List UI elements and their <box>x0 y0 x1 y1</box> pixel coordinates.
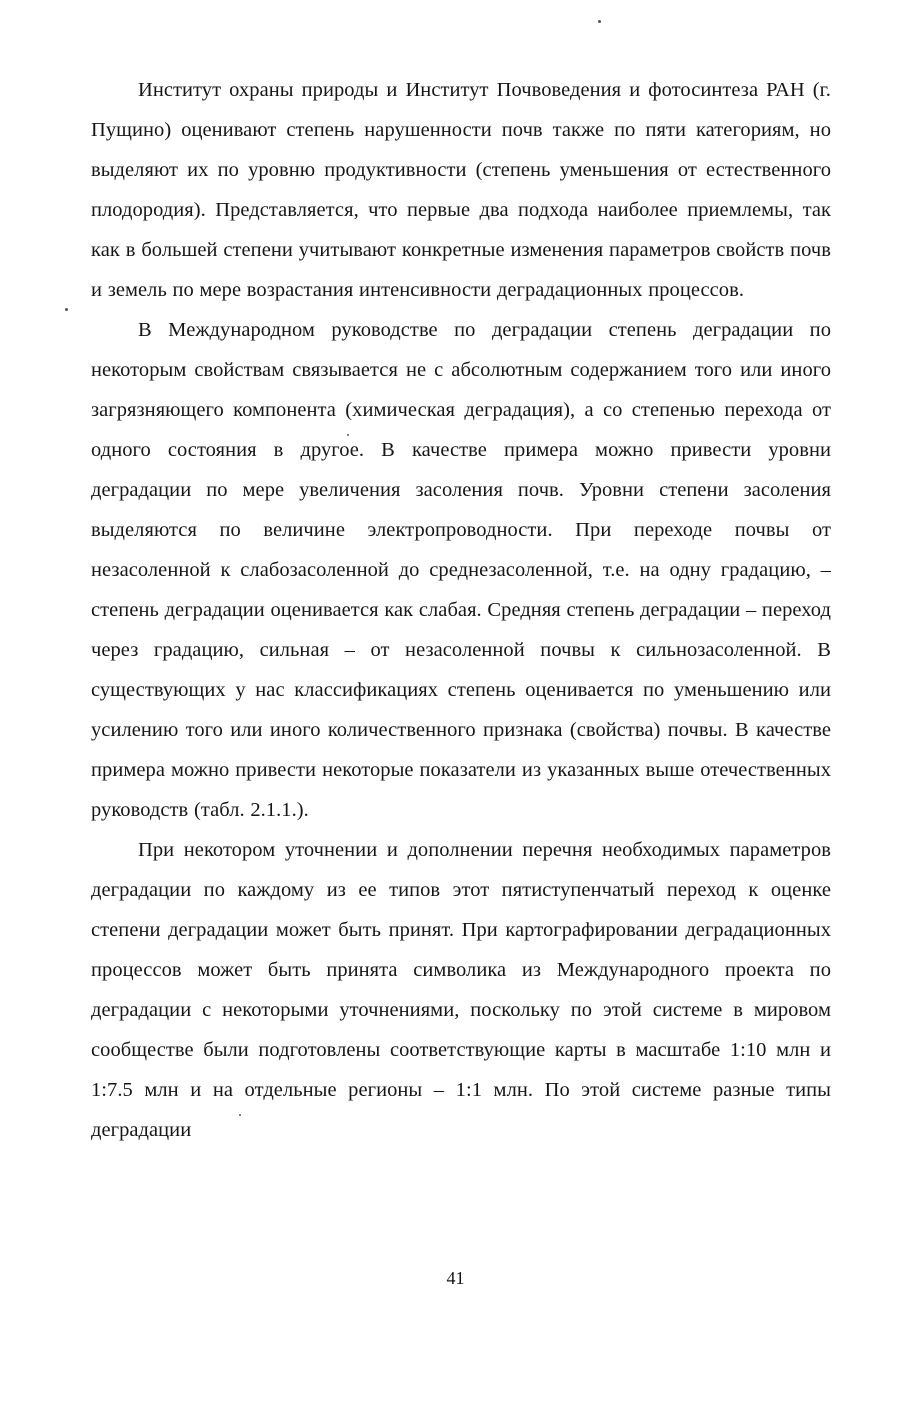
paragraph-2: В Международном руководстве по деградации степень деградации по некоторым свойствам связывается не с абсолютным содержанием того или иного загрязняющего компонента (химическая деградация), а со степенью перехода от одного состояния в другое. В качестве примера можно привести уровни деградации по мере увеличения засоления почв. Уровни степени засоления выделяются по величине электропроводности. При переходе почвы от незасоленной к слабозасоленной до среднезасоленной, т.е. на одну градацию, – степень деградации оценивается как слабая. Средняя степень деградации – переход через градацию, сильная – от незасоленной почвы к сильнозасоленной. В существующих у нас классификациях степень оценивается по уменьшению или усилению того или иного количественного признака (свойства) почвы. В качестве примера можно привести некоторые показатели из указанных выше отечественных руководств (табл. 2.1.1.). <box>91 319 831 821</box>
scan-speck <box>239 1114 241 1116</box>
scan-speck <box>598 20 601 23</box>
paragraph-1: Институт охраны природы и Институт Почвоведения и фотосинтеза РАН (г. Пущино) оценивают степень нарушенности почв также по пяти категориям, но выделяют их по уровню продуктивности (степень уменьшения от естественного плодородия). Представляется, что первые два подхода наиболее приемлемы, так как в большей степени учитывают конкретные изменения параметров свойств почв и земель по мере возрастания интенсивности деградационных процессов. <box>91 79 831 301</box>
scan-speck <box>65 308 68 311</box>
body-text <box>91 70 831 1150</box>
page-number: 41 <box>446 1268 465 1288</box>
scan-speck <box>347 434 349 436</box>
paragraph-3: При некотором уточнении и дополнении перечня необходимых параметров деградации по каждому из ее типов этот пятиступенчатый переход к оценке степени деградации может быть принят. При картографировании деградационных процессов может быть принята символика из Международного проекта по деградации с некоторыми уточнениями, поскольку по этой системе в мировом сообществе были подготовлены соответствующие карты в масштабе 1:10 млн и 1:7.5 млн и на отдельные регионы – 1:1 млн. По этой системе разные типы деградации <box>91 839 831 1141</box>
